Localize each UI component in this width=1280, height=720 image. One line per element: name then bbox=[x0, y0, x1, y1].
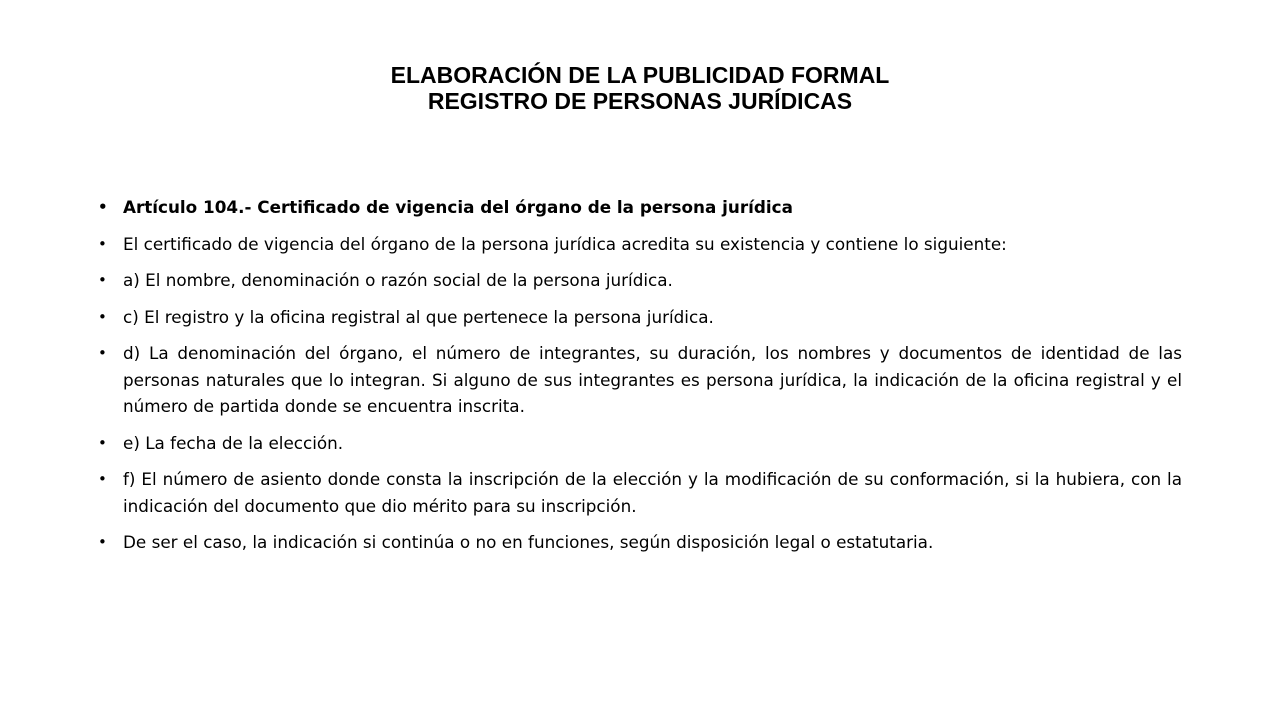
bullet-intro: • El certificado de vigencia del órgano de la persona jurídica acredita su existencia y contiene lo siguiente: bbox=[98, 231, 1182, 258]
bullet-item-d: • d) La denominación del órgano, el número de integrantes, su duración, los nombres y documentos de identidad de las personas naturales que lo integran. Si alguno de sus integrantes es persona jurídica, la indicación de la oficina registral y el número de partida donde se encuentra inscrita. bbox=[98, 340, 1182, 420]
slide-title bbox=[200, 62, 1080, 114]
bullet-item-f: • f) El número de asiento donde consta la inscripción de la elección y la modificación de su conformación, si la hubiera, con la indicación del documento que dio mérito para su inscripción. bbox=[98, 466, 1182, 519]
bullet-item-final: • De ser el caso, la indicación si continúa o no en funciones, según disposición legal o estatutaria. bbox=[98, 529, 1182, 556]
article-heading: • Artículo 104.- Certificado de vigencia del órgano de la persona jurídica bbox=[98, 194, 1182, 221]
bullet-item-e: • e) La fecha de la elección. bbox=[98, 430, 1182, 457]
bullet-list bbox=[98, 194, 1182, 566]
bullet-item-c: • c) El registro y la oficina registral al que pertenece la persona jurídica. bbox=[98, 304, 1182, 331]
title-line-2: REGISTRO DE PERSONAS JURÍDICAS bbox=[427, 88, 853, 114]
bullet-item-a: • a) El nombre, denominación o razón social de la persona jurídica. bbox=[98, 267, 1182, 294]
title-line-1: ELABORACIÓN DE LA PUBLICIDAD FORMAL bbox=[390, 62, 890, 88]
